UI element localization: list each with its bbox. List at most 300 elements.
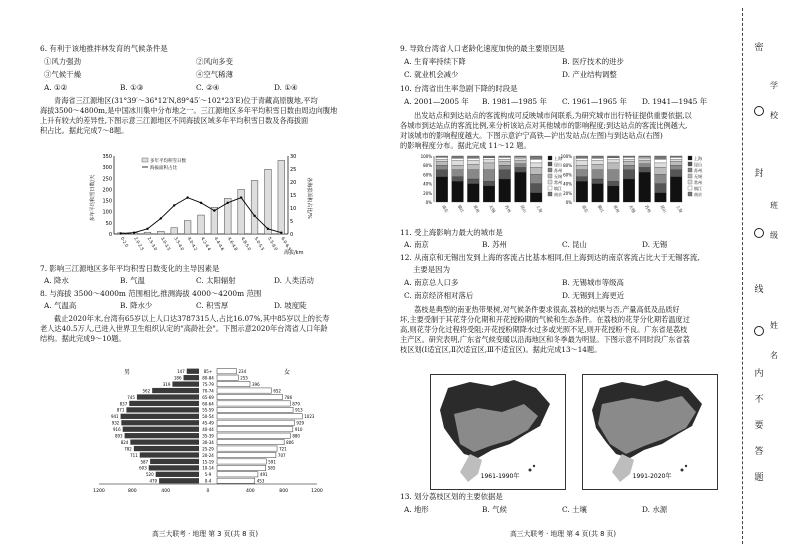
- x-tick-label: 4.6-4.8: [226, 236, 239, 252]
- x-tick-label: 5.5-6.0: [267, 236, 279, 252]
- female-value: 707: [277, 452, 286, 458]
- stacked-segment: [483, 156, 495, 158]
- age-label: 75-79: [202, 381, 214, 387]
- female-bar: [217, 394, 283, 399]
- stacked-segment: [515, 156, 527, 157]
- legend-swatch: [688, 180, 692, 184]
- q6-item-2: ②风向多变: [196, 57, 233, 66]
- stacked-segment: [607, 163, 619, 170]
- x-tick-label: 4.2-4.4: [200, 236, 212, 252]
- q10-option-c[interactable]: C. 1961—1965 年: [562, 97, 627, 106]
- stacked-segment: [607, 170, 619, 182]
- age-label: 65-69: [202, 394, 214, 400]
- legend-label: 镇江: [554, 186, 562, 191]
- snow-bar: [171, 228, 178, 234]
- y-tick-label: 80%: [563, 163, 572, 169]
- q6-stem: 6. 有利于该地推拌林发育的气候条件是: [40, 44, 168, 53]
- stacked-segment: [515, 159, 527, 161]
- page-4-footer: 高三大联考 · 地理 第 4 页(共 8 页): [510, 530, 617, 538]
- stacked-segment: [607, 181, 619, 186]
- q7-option-b[interactable]: B. 气温: [120, 276, 145, 285]
- y-tick-label: 0%: [565, 200, 572, 205]
- female-bar: [217, 388, 271, 393]
- area-share-point: [133, 232, 135, 234]
- male-value: 782: [124, 446, 132, 452]
- male-bar: [121, 420, 199, 425]
- female-value: 786: [284, 394, 293, 400]
- legend-label: 南京: [554, 192, 562, 197]
- y-left-tick-label: 150: [102, 198, 112, 205]
- age-label: 25-29: [202, 446, 214, 452]
- stacked-segment: [670, 156, 682, 157]
- area-share-point: [267, 228, 269, 230]
- q12-option-d[interactable]: D. 无锡到上海更近: [562, 291, 625, 300]
- x-tick-label: 昆山: [659, 204, 668, 214]
- rail-flow-charts: [418, 154, 718, 224]
- stacked-segment: [592, 179, 604, 184]
- stacked-segment: [576, 156, 588, 158]
- male-bar: [123, 427, 199, 432]
- q7-option-a[interactable]: A. 降水: [44, 276, 69, 285]
- q6-item-1: ①风力强劲: [44, 57, 81, 66]
- q13-option-d[interactable]: D. 水源: [642, 505, 668, 514]
- legend-swatch: [548, 174, 552, 178]
- legend-swatch: [688, 168, 692, 172]
- x-tick-label: 2.0-2.5: [133, 236, 145, 252]
- q10-option-a[interactable]: A. 2001—2005 年: [404, 97, 469, 106]
- stacked-segment: [530, 159, 542, 163]
- male-value: 916: [113, 427, 121, 433]
- female-bar: [217, 375, 238, 380]
- legend-label: 昆山: [694, 162, 702, 167]
- q6-option-c[interactable]: C. ②④: [196, 83, 220, 92]
- y-tick-label: 20%: [563, 190, 572, 196]
- age-label: 5-9: [204, 472, 212, 478]
- page-3-footer: 高三大联考 · 地理 第 3 页(共 8 页): [152, 530, 259, 538]
- area-share-point: [227, 202, 229, 204]
- legend-label: 无锡: [694, 174, 702, 179]
- snow-bar: [278, 160, 285, 234]
- female-value: 591: [268, 459, 276, 465]
- y-tick-label: 80%: [423, 163, 432, 169]
- margin-circle: [754, 228, 764, 238]
- x-tick-label: 0: [206, 489, 210, 494]
- male-bar: [156, 472, 199, 477]
- q11-option-c[interactable]: C. 昆山: [562, 240, 587, 249]
- male-bar: [137, 394, 199, 399]
- stacked-segment: [607, 158, 619, 160]
- q11-option-b[interactable]: B. 苏州: [482, 240, 507, 249]
- female-bar: [217, 465, 266, 470]
- legend-swatch: [548, 180, 552, 184]
- x-tick-label: 800: [127, 489, 137, 494]
- stacked-segment: [530, 193, 542, 202]
- q6-option-a[interactable]: A. ①②: [44, 83, 68, 92]
- male-value: 941: [110, 414, 119, 420]
- age-label: 35-39: [202, 433, 214, 439]
- stacked-segment: [467, 179, 479, 184]
- legend-swatch: [548, 192, 552, 196]
- q13-option-c[interactable]: C. 土壤: [562, 505, 587, 514]
- margin-label: 级: [770, 231, 778, 240]
- stacked-segment: [655, 184, 667, 193]
- male-bar: [184, 375, 200, 380]
- stacked-segment: [607, 156, 619, 158]
- margin-label: 名: [770, 351, 778, 360]
- q10-option-d[interactable]: D. 1941—1945 年: [642, 97, 708, 106]
- age-label: 45-49: [202, 420, 214, 426]
- female-bar: [217, 452, 276, 457]
- female-bar: [217, 478, 255, 483]
- male-bar: [125, 433, 199, 438]
- passage-rail: 出发站点和到达站点的客流构成可反映城市间联系,为研究城市出行特征提供重要依据,以 各城市到达站点的客流比例,来分析该站点对其他城市的影响程度;到达站点的客流比例越大, 对该城市的影响程度越大。下图示意沪宁高铁—沪出发站点(左图)与到达站点(右图) 的影响程度分布。据此完成 11～12 题。: [400, 111, 692, 150]
- stacked-segment: [467, 184, 479, 202]
- male-value: 479: [149, 478, 158, 484]
- stacked-segment: [655, 159, 667, 163]
- stacked-segment: [592, 170, 604, 179]
- stacked-segment: [592, 184, 604, 202]
- q9-option-a[interactable]: A. 生育率持续下降: [404, 57, 466, 66]
- female-value: 491: [259, 472, 268, 478]
- male-bar: [134, 446, 199, 451]
- legend-line-label: 海拔面积占比: [150, 166, 177, 171]
- margin-char: 要: [754, 421, 764, 431]
- x-tick-label: 昆山: [519, 204, 528, 214]
- age-label: 40-44: [202, 427, 214, 433]
- x-tick-label: 南京: [440, 204, 450, 214]
- area-share-point: [146, 228, 148, 230]
- stacked-segment: [452, 161, 464, 166]
- y-tick-label: 100%: [420, 154, 432, 159]
- stacked-segment: [436, 170, 448, 177]
- q12-option-a[interactable]: A. 南京总人口多: [404, 278, 459, 287]
- map-1991-label: 1991-2020年: [632, 473, 672, 480]
- q9-option-b[interactable]: B. 医疗技术的进步: [562, 57, 624, 66]
- legend-swatch: [688, 156, 692, 160]
- male-bar: [172, 381, 199, 386]
- stacked-segment: [607, 186, 619, 202]
- q13-option-a[interactable]: A. 地形: [404, 505, 429, 514]
- x-tick-label: 苏州: [503, 204, 513, 214]
- area-share-point: [119, 232, 121, 234]
- passage-lychee: 荔枝是典型的南亚热带果树,对气候条件要求很高,荔枝的结果与否,产量高低及品质好 坏,主要受制于其花芽分化期和开花授粉期的气候和生态条件。在荔枝的花芽分化期若温度过 高,则花芽分化过程将受阻;开花授粉期降水过多或光照不足,则开花授粉不良。广东省是荔枝 主产区。研究表明,广东省气候变暖以沿海地区和冬季最为明显。下图示意不同时段广东省荔 枝区划(Ⅰ适宜区,Ⅱ次适宜区,Ⅲ不适宜区)。据此完成13～14题。: [400, 305, 690, 354]
- snow-bar: [184, 221, 191, 234]
- margin-char: 题: [754, 473, 764, 483]
- stacked-segment: [623, 157, 635, 159]
- q6-item-3: ③气候干燥: [44, 70, 81, 79]
- male-value: 837: [119, 401, 128, 407]
- stacked-segment: [467, 158, 479, 160]
- stacked-segment: [483, 163, 495, 170]
- age-label: 60-64: [202, 401, 214, 407]
- y-left-tick-label: 50: [105, 220, 112, 227]
- q11-stem: 11. 受上海影响力最大的城市是: [400, 228, 503, 237]
- stacked-segment: [623, 179, 635, 202]
- age-label: 0-4: [204, 478, 212, 484]
- q6-option-b[interactable]: B. ①③: [120, 83, 144, 92]
- age-label: 80-84: [202, 375, 214, 381]
- stacked-segment: [592, 158, 604, 160]
- legend-label: 常州: [694, 180, 702, 185]
- area-share-point: [186, 196, 188, 198]
- y-left-axis-label: 多年平均积雪日数/天: [90, 174, 96, 222]
- male-value: 186: [173, 375, 182, 381]
- x-tick-label: 4.4-4.6: [213, 236, 226, 252]
- margin-char: 内: [754, 369, 764, 379]
- stacked-segment: [576, 158, 588, 160]
- female-value: 806: [286, 439, 294, 445]
- y-left-tick-label: 200: [102, 187, 112, 194]
- age-label: 85+: [203, 369, 213, 375]
- stacked-segment: [576, 161, 588, 166]
- x-tick-label: 无锡: [628, 204, 637, 214]
- male-value: 871: [116, 407, 125, 413]
- q13-stem: 13. 划分荔枝区划的主要依据是: [400, 492, 503, 501]
- y-right-tick-label: 10: [290, 206, 297, 212]
- margin-circle: [754, 326, 764, 336]
- lychee-zone-map-1991: [582, 374, 718, 490]
- stacked-segment: [467, 164, 479, 170]
- stacked-segment: [607, 160, 619, 163]
- legend-label: 苏州: [694, 168, 702, 173]
- female-bar: [217, 420, 294, 425]
- age-label: 30-34: [202, 439, 214, 445]
- legend-swatch: [688, 192, 692, 196]
- margin-char: 线: [754, 285, 764, 295]
- female-bar: [217, 414, 302, 419]
- stacked-segment: [530, 184, 542, 193]
- stacked-segment: [655, 156, 667, 159]
- stacked-segment: [499, 179, 511, 202]
- stacked-segment: [623, 156, 635, 157]
- q8-option-a[interactable]: A. 气温高: [44, 301, 77, 310]
- x-tick-label: 6.0-6.5: [280, 236, 293, 252]
- q7-option-c[interactable]: C. 太阳辐射: [196, 276, 236, 285]
- female-value: 910: [294, 427, 303, 433]
- female-bar: [217, 407, 293, 412]
- passage-taiwan: 截止2020年末,台湾有65岁以上人口达3787315人,占比16.07%,其中85岁以上的长寿 老人达40.5万人,已进入世界卫生组织认定的"高龄社会"。下图示意2020年台湾省人口年龄 结构。据此完成9～10题。: [40, 314, 330, 343]
- male-bar: [149, 465, 199, 470]
- male-bar: [140, 452, 199, 457]
- q9-option-c[interactable]: C. 就业机会减少: [404, 70, 459, 79]
- male-bar: [152, 388, 199, 393]
- q12-option-c[interactable]: C. 南京经济相对落后: [404, 291, 474, 300]
- female-value: 913: [295, 407, 303, 413]
- y-left-tick-label: 300: [102, 165, 112, 172]
- legend-swatch: [548, 162, 552, 166]
- q11-option-d[interactable]: D. 无锡: [642, 240, 668, 249]
- q10-option-b[interactable]: B. 1981—1985 年: [482, 97, 547, 106]
- population-pyramid: [84, 364, 332, 500]
- stacked-segment: [623, 165, 635, 170]
- stacked-segment: [639, 161, 651, 164]
- area-share-point: [173, 204, 175, 206]
- snow-bar: [238, 189, 245, 234]
- stacked-segment: [499, 156, 511, 157]
- age-label: 70-74: [202, 388, 214, 394]
- legend-swatch: [688, 174, 692, 178]
- stacked-segment: [639, 156, 651, 157]
- legend-label: 苏州: [554, 168, 562, 173]
- snow-bar: [198, 215, 205, 234]
- legend-label: 上海: [694, 156, 702, 161]
- x-tick-label: 苏州: [643, 204, 653, 214]
- q12-option-b[interactable]: B. 无锡城市等级高: [562, 278, 624, 287]
- y-tick-label: 60%: [423, 172, 432, 178]
- area-share-point: [200, 202, 202, 204]
- margin-char: 密: [754, 43, 764, 53]
- stacked-segment: [499, 159, 511, 161]
- stacked-segment: [515, 168, 527, 173]
- stacked-segment: [639, 159, 651, 161]
- y-right-tick-label: 20: [290, 180, 297, 186]
- x-tick-label: 5.0-5.5: [253, 236, 266, 252]
- legend-label: 无锡: [554, 174, 562, 179]
- legend-label: 常州: [554, 180, 562, 185]
- x-tick-label: 上海: [675, 204, 684, 214]
- stacked-segment: [499, 162, 511, 166]
- snow-bar: [158, 231, 165, 234]
- stacked-segment: [639, 172, 651, 202]
- legend-swatch: [548, 186, 552, 190]
- male-value: 893: [114, 433, 123, 439]
- snow-bar: [265, 169, 272, 234]
- q10-stem: 10. 台湾省出生率急剧下降的时段是: [400, 84, 518, 93]
- margin-label: 姓: [770, 321, 778, 330]
- margin-label: 学: [770, 81, 778, 90]
- area-share-point: [280, 232, 282, 234]
- margin-char: 答: [754, 447, 764, 457]
- male-value: 603: [139, 465, 147, 471]
- female-value: 879: [292, 401, 300, 407]
- male-label: 男: [124, 369, 131, 376]
- stacked-segment: [467, 161, 479, 165]
- y-tick-label: 0%: [425, 200, 432, 205]
- q7-option-d[interactable]: D. 人类活动: [274, 276, 314, 285]
- stacked-segment: [515, 157, 527, 158]
- stacked-segment: [499, 170, 511, 179]
- stacked-segment: [655, 193, 667, 202]
- legend-swatch: [688, 162, 692, 166]
- y-right-axis-label: 各海拔面积占比/%: [306, 177, 312, 219]
- stacked-segment: [655, 168, 667, 175]
- stacked-segment: [515, 164, 527, 168]
- stacked-segment: [623, 170, 635, 179]
- stacked-segment: [655, 174, 667, 183]
- female-value: 585: [267, 465, 276, 471]
- male-value: 562: [142, 388, 151, 394]
- q8-stem: 8. 与海拔 3500～4000m 范围相比,推测海拔 4000～4200m 范围: [40, 289, 262, 298]
- legend-label: 南京: [694, 192, 702, 197]
- stacked-segment: [576, 165, 588, 170]
- q12-stem-2: 主要是因为: [413, 265, 450, 274]
- male-value: 147: [177, 369, 185, 375]
- stacked-segment: [483, 170, 495, 182]
- female-value: 929: [296, 420, 305, 426]
- q8-option-b[interactable]: B. 降水少: [120, 301, 153, 310]
- stacked-segment: [436, 165, 448, 170]
- male-bar: [129, 401, 199, 406]
- q6-item-4: ④空气稀薄: [196, 70, 233, 79]
- age-label: 15-19: [202, 459, 214, 465]
- y-left-tick-label: 350: [102, 154, 112, 160]
- y-left-tick-label: 250: [102, 176, 112, 183]
- female-bar: [217, 433, 290, 438]
- female-bar: [217, 427, 293, 432]
- female-bar: [217, 381, 250, 386]
- stacked-segment: [515, 172, 527, 202]
- q7-stem: 7. 影响三江源地区多年平均积雪日数变化的主导因素是: [40, 264, 220, 273]
- male-bar: [150, 459, 199, 464]
- stacked-segment: [576, 170, 588, 177]
- stacked-segment: [436, 156, 448, 157]
- margin-label: 校: [770, 111, 778, 120]
- snow-bar: [144, 232, 151, 234]
- stacked-segment: [436, 157, 448, 159]
- legend-bar-label: 多年平均积雪日数: [150, 159, 186, 164]
- q13-option-b[interactable]: B. 气候: [482, 505, 507, 514]
- female-value: 721: [279, 446, 287, 452]
- q11-option-a[interactable]: A. 南京: [404, 240, 429, 249]
- x-tick-label: 1200: [93, 489, 105, 494]
- area-share-point: [213, 209, 215, 211]
- stacked-segment: [530, 163, 542, 168]
- age-label: 50-54: [202, 414, 214, 420]
- male-value: 319: [162, 381, 171, 387]
- x-tick-label: 800: [279, 489, 289, 494]
- y-left-tick-label: 100: [102, 209, 112, 216]
- stacked-segment: [655, 163, 667, 168]
- x-tick-label: 4.8-5.0: [240, 236, 253, 252]
- female-bar: [217, 439, 284, 444]
- q6-option-d[interactable]: D. ①④: [274, 83, 298, 92]
- stacked-segment: [483, 158, 495, 160]
- stacked-segment: [483, 186, 495, 202]
- male-bar: [187, 369, 199, 374]
- male-value: 932: [111, 420, 120, 426]
- legend-swatch: [688, 186, 692, 190]
- q8-option-d[interactable]: D. 坡度陡: [274, 301, 307, 310]
- q8-option-c[interactable]: C. 积雪厚: [196, 301, 229, 310]
- legend-label: 上海: [554, 156, 562, 161]
- female-bar: [217, 369, 237, 374]
- snow-bar: [251, 181, 258, 234]
- passage-snow: 青海省三江源地区(31°39′～36°12′N,89°45′～102°23′E)位于青藏高原腹地,平均 海拔3500～4800m,是中国冰川集中分布地之一。三江源地区多年平均积雪日数由周边向腹地 上升有较大的差异性,下图示意三江源地区不同海拔区域多年平均积雪日数及各海拔面 积占比。据此完成7～8题。: [40, 96, 338, 135]
- male-bar: [159, 478, 199, 483]
- q9-option-d[interactable]: D. 产业结构调整: [562, 70, 617, 79]
- age-label: 55-59: [202, 407, 214, 413]
- x-tick-label: 常州: [472, 204, 481, 214]
- stacked-segment: [499, 157, 511, 159]
- stacked-segment: [467, 170, 479, 179]
- q12-stem: 12. 从南京和无锡出发到上海的客流占比基本相同,但上海到达的南京客流占比大于无锡客流,: [400, 253, 700, 262]
- q9-stem: 9. 导致台湾省人口老龄化速度加快的最主要原因是: [400, 44, 565, 53]
- x-tick-label: 3.0-3.5: [159, 236, 172, 252]
- female-bar: [217, 446, 277, 451]
- x-tick-label: 400: [245, 489, 255, 494]
- x-tick-label: 2.5-3.0: [146, 236, 159, 252]
- male-bar: [126, 407, 199, 412]
- female-value: 234: [238, 369, 247, 375]
- x-tick-label: 常州: [612, 204, 621, 214]
- female-value: 396: [252, 381, 260, 387]
- male-value: 711: [130, 452, 138, 458]
- male-bar: [121, 414, 199, 419]
- stacked-segment: [639, 164, 651, 168]
- stacked-segment: [592, 164, 604, 170]
- y-right-tick-label: 25: [290, 167, 297, 173]
- legend-swatch: [548, 156, 552, 160]
